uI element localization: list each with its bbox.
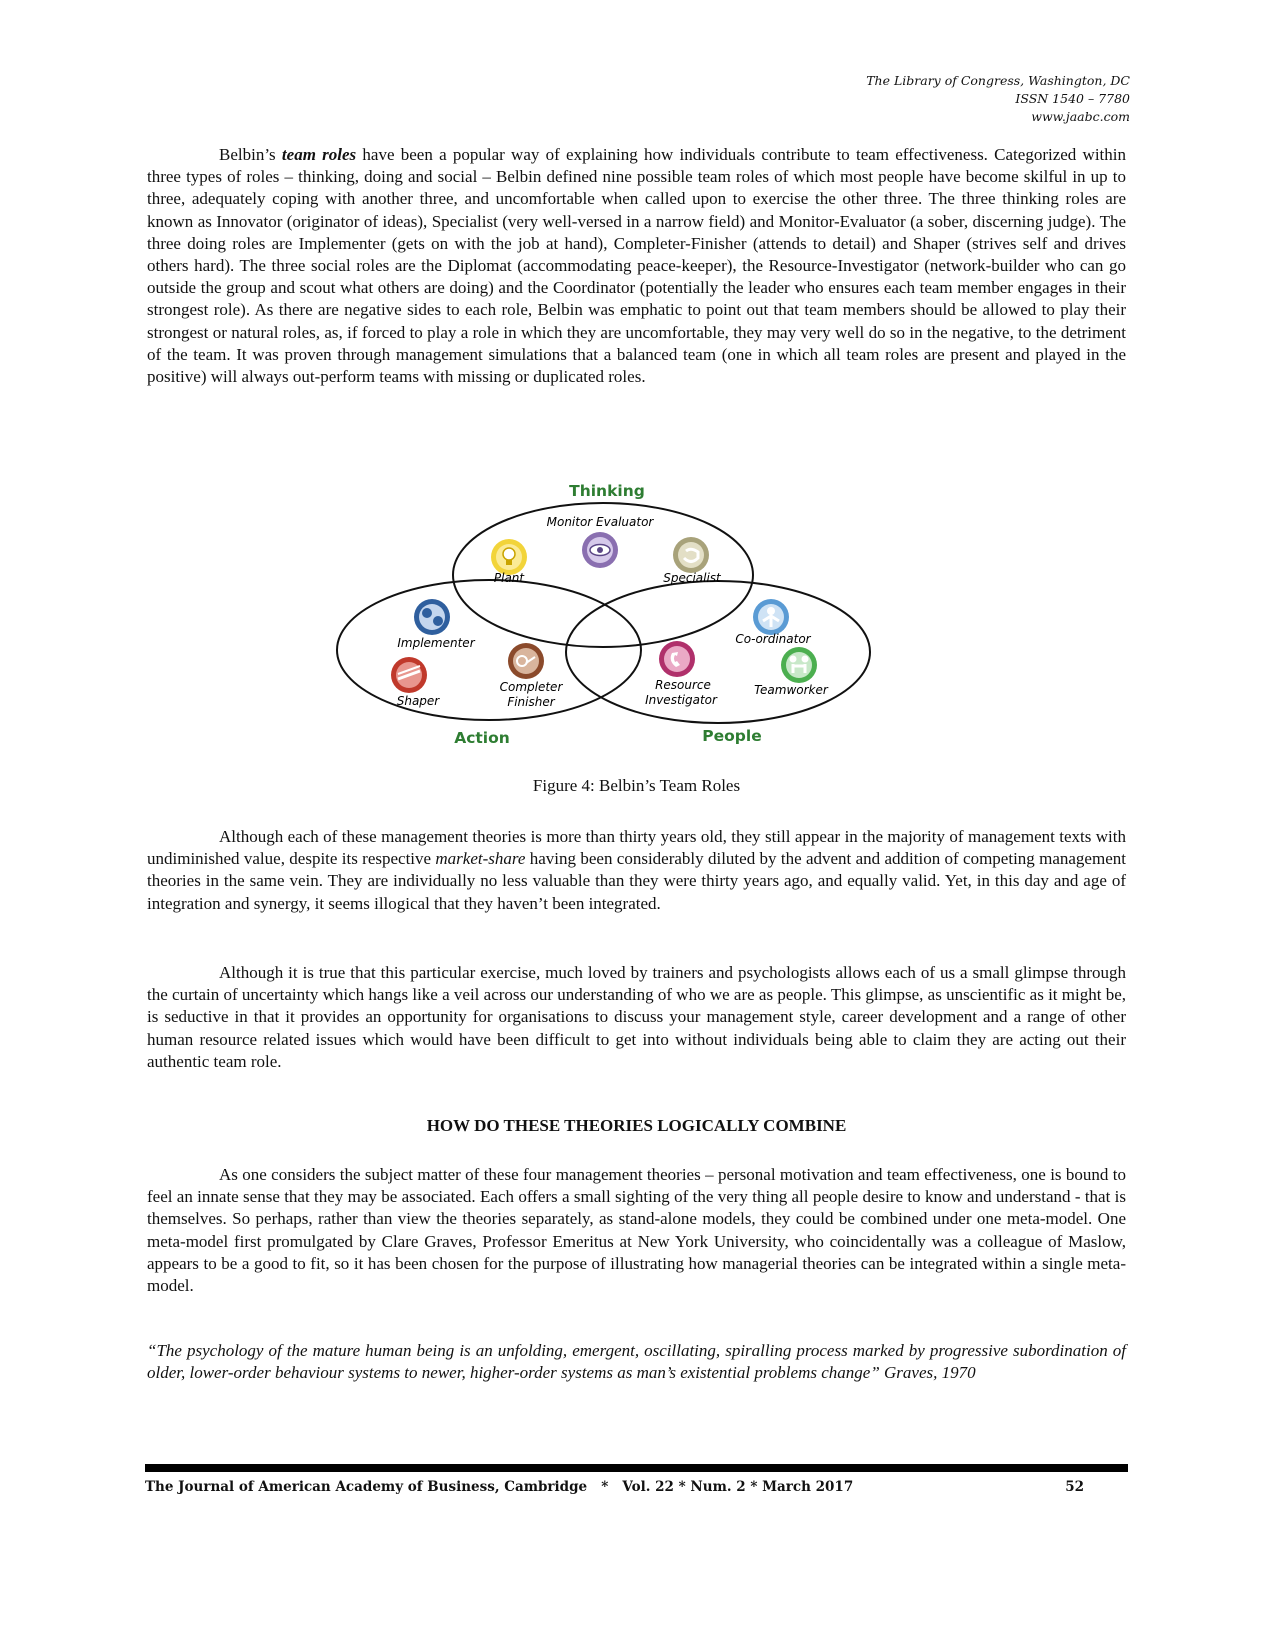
role-label-resource: Resource: [655, 678, 711, 692]
section-heading: HOW DO THESE THEORIES LOGICALLY COMBINE: [426, 1116, 847, 1135]
implementer-icon: [414, 599, 450, 635]
graves-quote: “The psychology of the mature human being is an unfolding, emergent, oscillating, spiralling process marked by progressive subordination of older, lower-order behaviour systems to newer, higher-order systems as man’s existential problems change” Graves, 1970: [147, 1341, 1126, 1383]
role-label-plant: Plant: [493, 571, 525, 585]
page-number: 52: [1065, 1479, 1084, 1495]
paragraph-glimpse: [147, 962, 1126, 1073]
emphasis-team-roles: team roles: [281, 145, 357, 164]
role-label-shaper: Shaper: [396, 694, 440, 708]
running-header: [866, 72, 1130, 126]
paragraph-combine: [147, 1164, 1126, 1297]
header-url: www.jaabc.com: [1031, 109, 1130, 124]
plant-icon: [491, 539, 527, 575]
paragraph-text: As one considers the subject matter of these four management theories – personal motivation and team effectiveness, one is bound to feel an innate sense that they may be associated. Each offers a small sighting of the very thing all people desire to know and understand - that is themselves. So perhaps, rather than view the theories separately, as stand-alone models, they could be combined under one meta-model. One meta-model first promulgated by Clare Graves, Professor Emeritus at New York University, who coincidentally was a colleague of Maslow, appears to be a good to fit, so it has been chosen for the purpose of illustrating how managerial theories can be integrated within a single meta-model.: [147, 1165, 1126, 1296]
header-issn: ISSN 1540 – 7780: [1015, 91, 1130, 106]
role-label-specialist: Specialist: [663, 571, 721, 585]
role-label-investigator: Investigator: [645, 693, 717, 707]
paragraph-text: Although it is true that this particular exercise, much loved by trainers and psychologists allows each of us a small glimpse through the curtain of uncertainty which hangs like a veil across our understanding of who we are as people. This glimpse, as unscientific as it might be, is seductive in that it provides an opportunity for organisations to discuss your management style, career development and a range of other human resource related issues which would have been difficult to get into without individuals being able to claim they are acting out their authentic team role.: [147, 963, 1126, 1071]
action-circle: [337, 580, 641, 720]
group-label-action: Action: [454, 729, 510, 747]
people-circle: [566, 581, 870, 723]
paragraph-text: Belbin’s: [219, 145, 282, 164]
role-label-completer: Completer: [499, 680, 563, 694]
group-label-thinking: Thinking: [569, 482, 645, 500]
footer-journal: The Journal of American Academy of Business, Cambridge * Vol. 22 * Num. 2 * March 2017: [145, 1479, 854, 1495]
paragraph-text: have been a popular way of explaining how individuals contribute to team effectiveness. Categorized within three types of roles – thinking, doing and social – Belbin defined nine possible team roles of which most people have become skilful in up to three, adequately coping with another three, and uncomfortable when called upon to exercise the other three. The three thinking roles are known as Innovator (originator of ideas), Specialist (very well-versed in a narrow field) and Monitor-Evaluator (a sober, discerning judge). The three doing roles are Implementer (gets on with the job at hand), Completer-Finisher (attends to detail) and Shaper (strives self and drives others hard). The three social roles are the Diplomat (accommodating peace-keeper), the Resource-Investigator (network-builder who can go outside the group and scout what others are doing) and the Coordinator (potentially the leader who ensures each team member engages in their strongest role). As there are negative sides to each role, Belbin was emphatic to point out that team members should be allowed to play their strongest or natural roles, as, if forced to play a role in which they are uncomfortable, they may very well do so in the negative, to the detriment of the team. It was proven through management simulations that a balanced team (one in which all team roles are present and played in the positive) will always out-perform teams with missing or duplicated roles.: [147, 145, 1126, 387]
paragraph-text: Although each of these management theories is more than thirty years old, they still appear in the majority of management texts with undiminished value, despite its respective: [147, 827, 1126, 869]
teamworker-icon: [781, 647, 817, 683]
coordinator-icon: [753, 599, 789, 635]
footer-rule: [145, 1464, 1128, 1472]
belbin-team-roles-diagram: [330, 475, 910, 760]
header-library: The Library of Congress, Washington, DC: [866, 73, 1130, 88]
monitor-evaluator-icon: [582, 532, 618, 568]
shaper-icon: [391, 657, 427, 693]
paragraph-belbin: [147, 144, 1126, 388]
completer-finisher-icon: [508, 643, 544, 679]
role-label-coordinator: Co-ordinator: [735, 632, 811, 646]
resource-investigator-icon: [659, 641, 695, 677]
figure-caption: Figure 4: Belbin’s Team Roles: [532, 776, 741, 795]
role-label-monitor-evaluator: Monitor Evaluator: [546, 515, 654, 529]
role-label-finisher: Finisher: [507, 695, 555, 709]
role-label-teamworker: Teamworker: [754, 683, 828, 697]
paragraph-text: having been considerably diluted by the advent and addition of competing management theories in the same vein. They are individually no less valuable than they were thirty years ago, and equally valid. Yet, in this day and age of integration and synergy, it seems illogical that they haven’t been integrated.: [147, 849, 1126, 913]
role-label-implementer: Implementer: [397, 636, 475, 650]
emphasis-market-share: market-share: [435, 849, 526, 869]
specialist-icon: [673, 537, 709, 573]
paragraph-theories-age: [147, 826, 1126, 915]
group-label-people: People: [702, 727, 762, 745]
